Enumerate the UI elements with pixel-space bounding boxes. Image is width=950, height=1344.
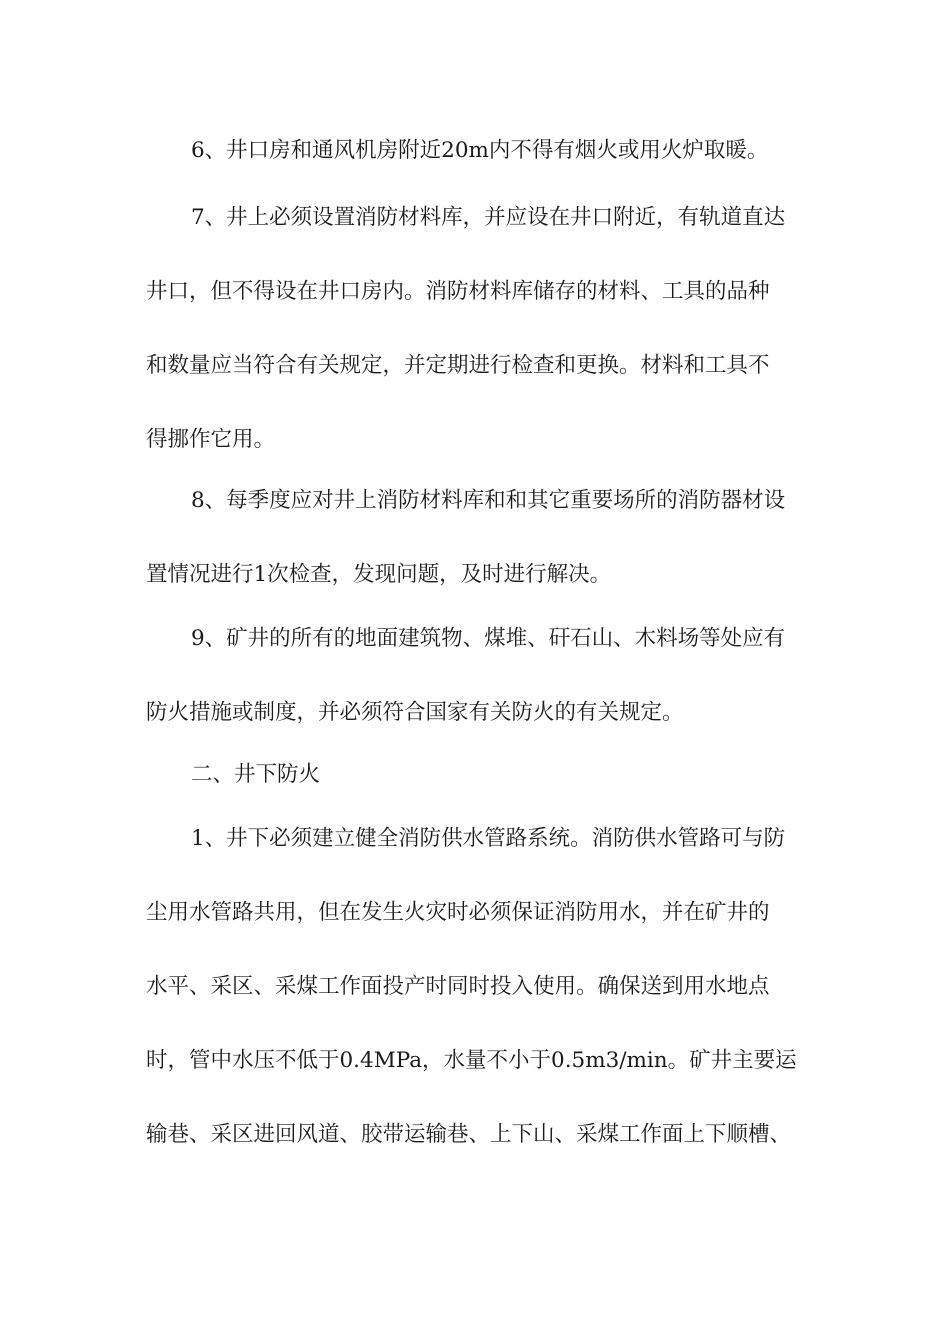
paragraph-line: 置情况进行1次检查，发现问题，及时进行解决。 [146, 562, 612, 587]
paragraph-line: 防火措施或制度，并必须符合国家有关防火的有关规定。 [146, 700, 684, 725]
paragraph-line: 6、井口房和通风机房附近20m内不得有烟火或用火炉取暖。 [191, 138, 769, 163]
paragraph-line: 井口，但不得设在井口房内。消防材料库储存的材料、工具的品种 [146, 279, 770, 304]
section-heading: 二、井下防火 [191, 762, 321, 787]
paragraph-line: 7、井上必须设置消防材料库，并应设在井口附近，有轨道直达 [191, 205, 786, 230]
paragraph-line: 水平、采区、采煤工作面投产时同时投入使用。确保送到用水地点 [146, 974, 770, 999]
paragraph-line: 时，管中水压不低于0.4MPa，水量不小于0.5m3/min。矿井主要运 [146, 1048, 797, 1073]
paragraph-line: 得挪作它用。 [146, 427, 276, 452]
paragraph-line: 1、井下必须建立健全消防供水管路系统。消防供水管路可与防 [191, 826, 786, 851]
paragraph-line: 尘用水管路共用，但在发生火灾时必须保证消防用水，并在矿井的 [146, 900, 770, 925]
paragraph-line: 和数量应当符合有关规定，并定期进行检查和更换。材料和工具不 [146, 353, 770, 378]
paragraph-line: 8、每季度应对井上消防材料库和和其它重要场所的消防器材设 [191, 488, 786, 513]
paragraph-line: 9、矿井的所有的地面建筑物、煤堆、矸石山、木料场等处应有 [191, 626, 786, 651]
paragraph-line: 输巷、采区进回风道、胶带运输巷、上下山、采煤工作面上下顺槽、 [146, 1122, 792, 1147]
